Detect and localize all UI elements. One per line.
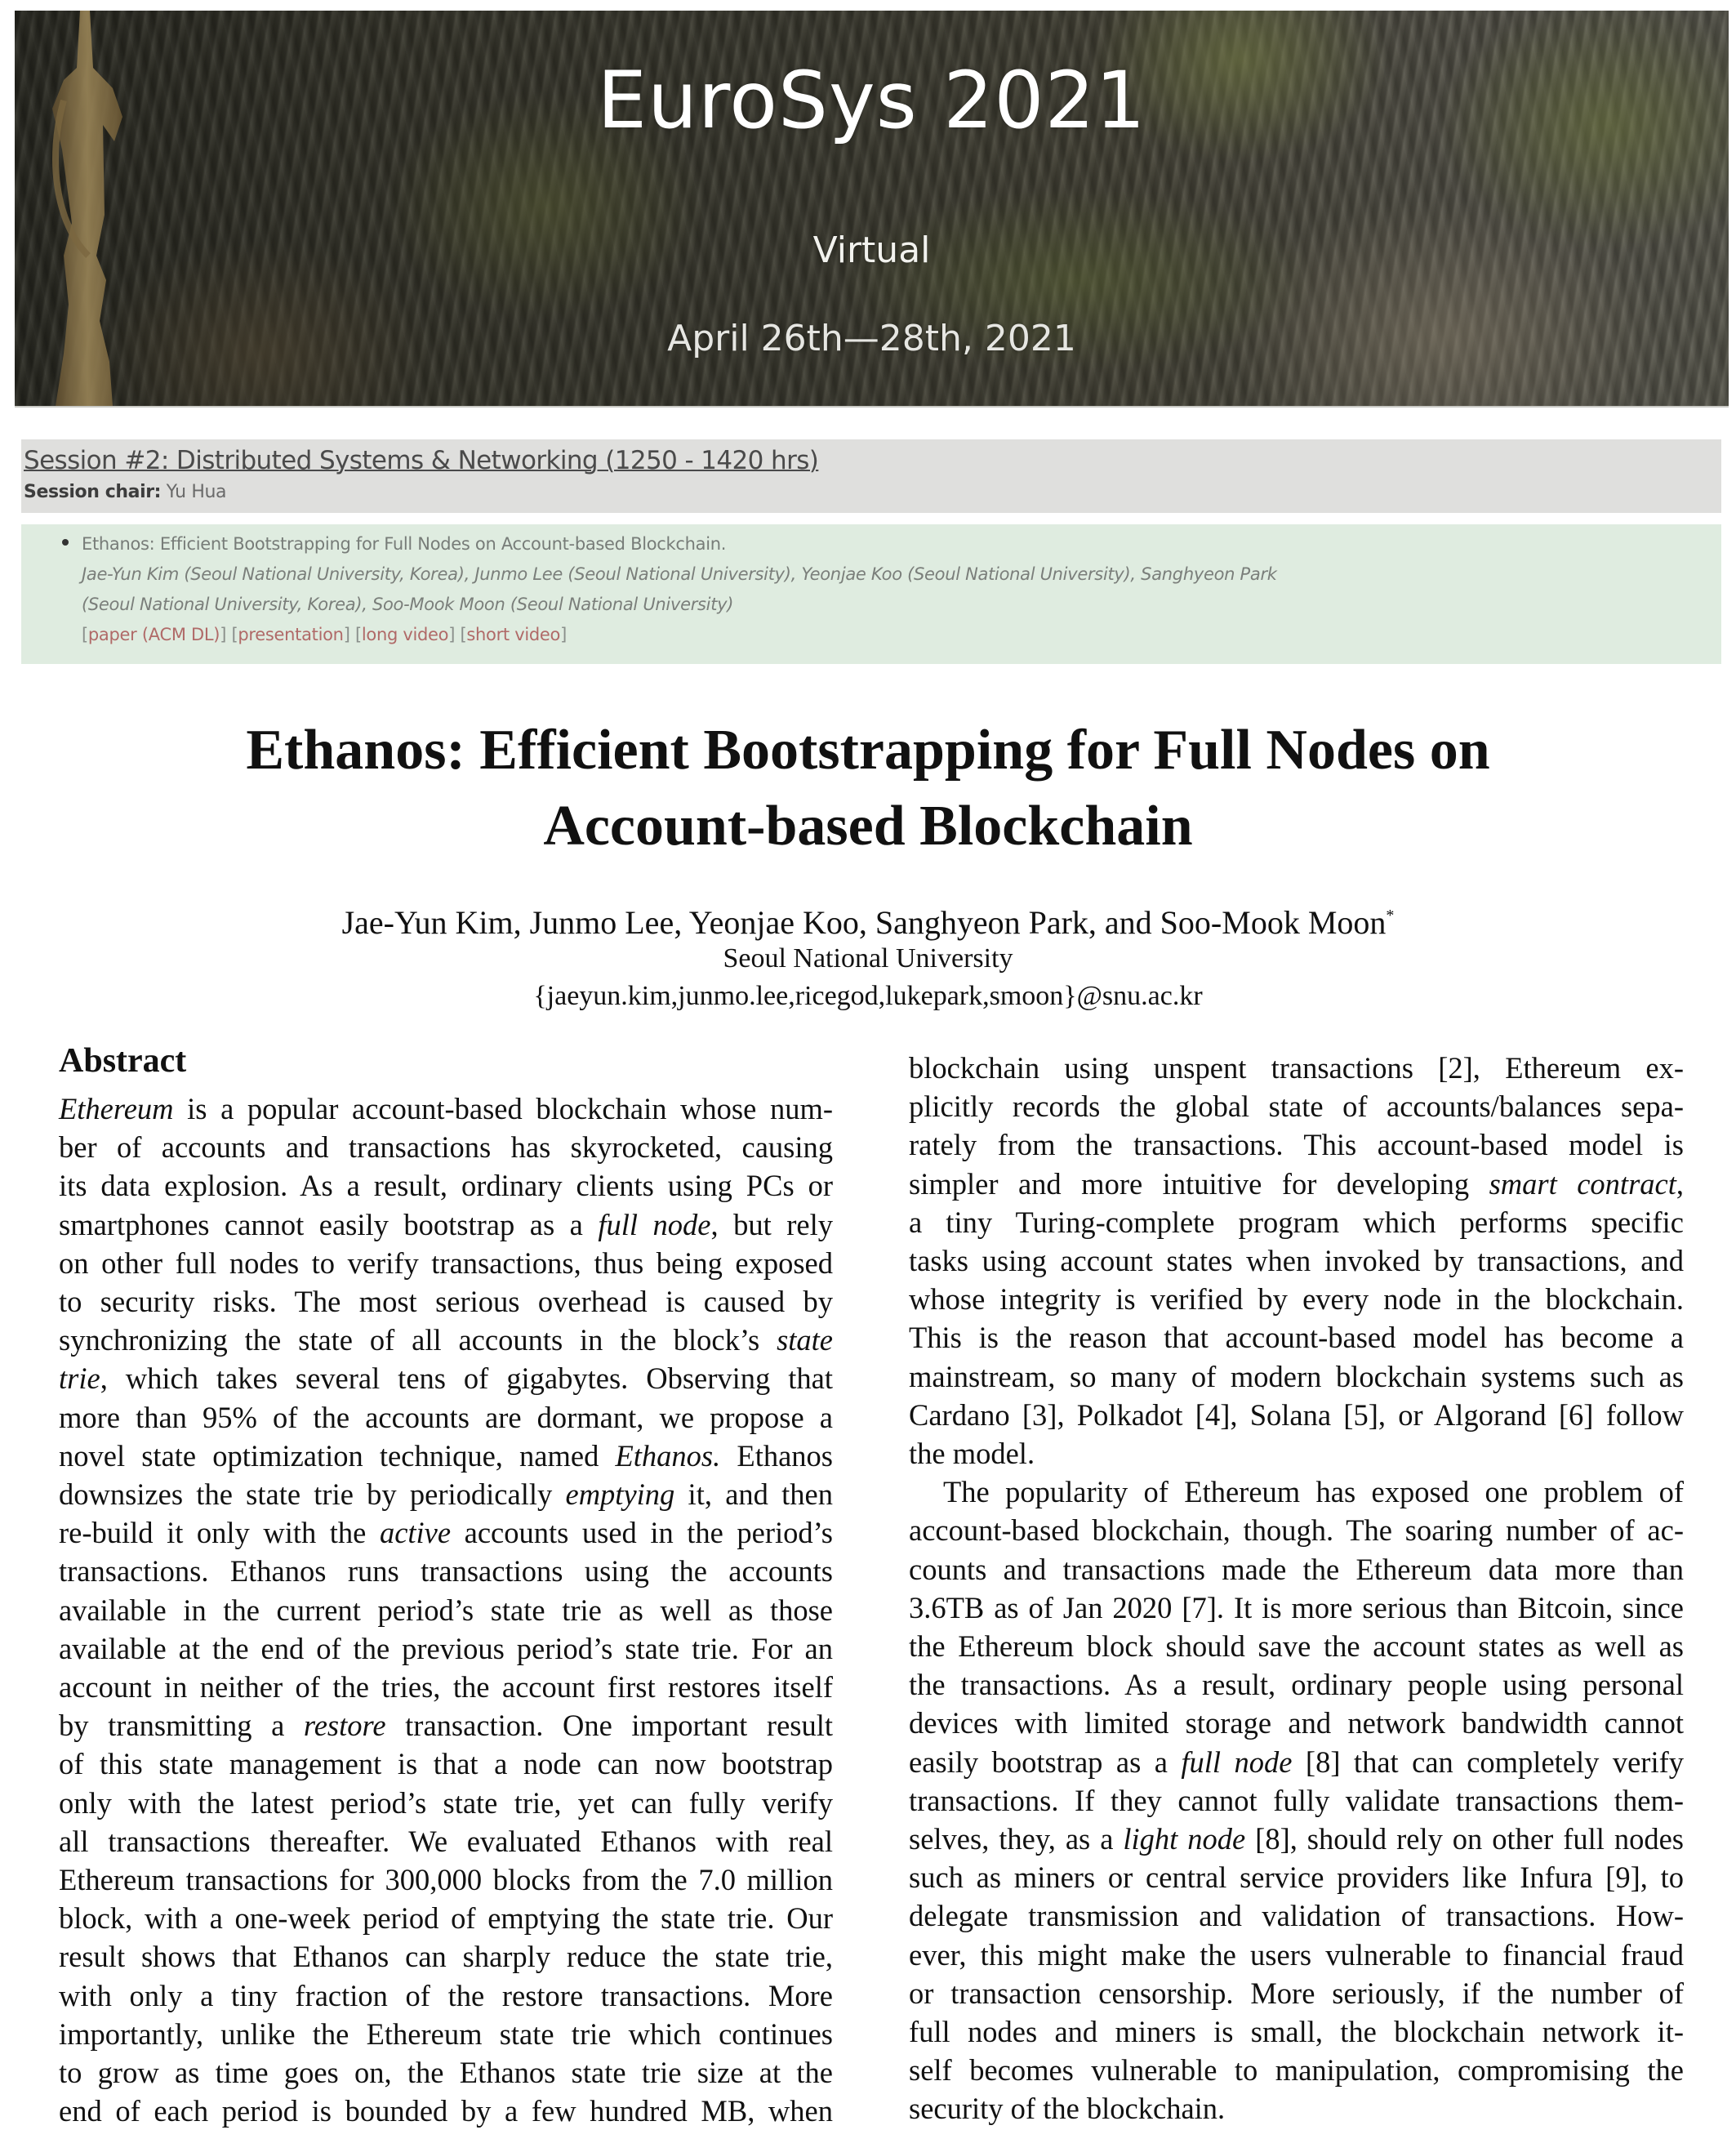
text-line: [59, 1513, 833, 1552]
introduction-text-column: [909, 1049, 1684, 2128]
paper-authors: [0, 895, 1736, 943]
text-run: account in neither of the tries, the account first restores itself: [59, 1670, 833, 1704]
text-line: [59, 1784, 833, 1822]
listing-authors-line1: Jae-Yun Kim (Seoul National University, Korea), Junmo Lee (Seoul National University), Yeonjae Koo (Seoul National University), Sanghyeon Park: [82, 564, 1277, 584]
text-line: [909, 1357, 1684, 1396]
text-line: [909, 1704, 1684, 1742]
emphasis-text: full node: [598, 1207, 711, 1241]
text-line: [59, 2053, 833, 2092]
emphasis-text: smart contract: [1489, 1166, 1676, 1201]
text-line: [59, 1668, 833, 1706]
corresponding-author-mark: *: [1386, 907, 1395, 925]
text-line: [909, 1627, 1684, 1665]
emphasis-text: emptying: [565, 1477, 675, 1512]
text-run: to grow as time goes on, the Ethanos state trie size at the: [59, 2056, 833, 2090]
text-line: [909, 1820, 1684, 1858]
text-line: [59, 1128, 833, 1166]
abstract-heading: Abstract: [59, 1042, 187, 1080]
text-run: security of the blockchain.: [909, 2092, 1226, 2126]
text-run: This is the reason that account-based model has become a: [909, 1321, 1684, 1355]
text-line: [909, 1241, 1684, 1280]
text-line: [59, 1629, 833, 1668]
text-run: 3.6TB as of Jan 2020 [7]. It is more serious than Bitcoin, since: [909, 1590, 1684, 1624]
text-line: [59, 1475, 833, 1513]
text-run: Ethanos: [720, 1438, 833, 1473]
text-line: [909, 1511, 1684, 1549]
text-run: end of each period is bounded by a few hundred MB, when: [59, 2094, 833, 2128]
text-line: [909, 1049, 1684, 1087]
text-run: counts and transactions made the Ethereum data more than: [909, 1552, 1684, 1586]
text-run: or transaction censorship. More seriously, if the number of: [909, 1976, 1684, 2010]
emphasis-text: restore: [303, 1709, 386, 1743]
text-run: result shows that Ethanos can sharply reduce the state trie,: [59, 1940, 833, 1974]
text-run: [8] that can completely verify: [1292, 1745, 1684, 1779]
text-line: [59, 2092, 833, 2130]
text-run: is a popular account-based blockchain whose num-: [173, 1092, 833, 1125]
text-run: of this state management is that a node can now bootstrap: [59, 1747, 833, 1781]
text-run: self becomes vulnerable to manipulation, compromising the: [909, 2053, 1684, 2088]
text-line: [909, 1318, 1684, 1357]
text-run: the transactions. As a result, ordinary people using personal: [909, 1668, 1684, 1702]
text-run: selves, they, as a: [909, 1822, 1124, 1856]
paper-email: {jaeyun.kim,junmo.lee,ricegod,lukepark,smoon}@snu.ac.kr: [533, 981, 1203, 1011]
text-line: [909, 1896, 1684, 1935]
text-run: by transmitting a: [59, 1709, 304, 1743]
short-video-link[interactable]: short video: [466, 625, 561, 644]
text-run: available at the end of the previous period’s state trie. For an: [59, 1631, 833, 1665]
text-run: rately from the transactions. This account-based model is: [909, 1128, 1684, 1162]
text-run: plicitly records the global state of accounts/balances sepa-: [909, 1090, 1684, 1124]
text-line: [909, 1396, 1684, 1434]
text-run: transactions. Ethanos runs transactions using the accounts: [59, 1554, 833, 1589]
text-line: [909, 2012, 1684, 2051]
text-run: [8], should rely on other full nodes: [1245, 1822, 1685, 1856]
text-run: on other full nodes to verify transactions, thus being exposed: [59, 1245, 833, 1280]
conference-format: Virtual: [812, 229, 931, 271]
paper-acm-dl-link[interactable]: paper (ACM DL): [87, 625, 220, 644]
text-run: re-build it only with the: [59, 1516, 380, 1550]
text-run: importantly, unlike the Ethereum state trie which continues: [59, 2016, 833, 2051]
emphasis-text: light node: [1123, 1822, 1246, 1856]
emphasis-text: Ethanos.: [615, 1438, 721, 1473]
text-run: full nodes and miners is small, the blockchain network it-: [909, 2015, 1684, 2049]
session-title-link[interactable]: Session #2: Distributed Systems & Networking (1250 - 1420 hrs): [24, 446, 819, 475]
long-video-link[interactable]: long video: [361, 625, 449, 644]
emphasis-text: Ethereum: [59, 1092, 174, 1125]
text-run: ever, this might make the users vulnerable to financial fraud: [909, 1937, 1684, 1972]
text-line: [59, 1552, 833, 1590]
text-run: , which takes several tens of gigabytes. Observing that: [100, 1361, 833, 1396]
text-line: [59, 1745, 833, 1783]
text-run: more than 95% of the accounts are dormant, we propose a: [59, 1400, 833, 1434]
text-line: [909, 1781, 1684, 1820]
text-run: account-based blockchain, though. The soaring number of ac-: [909, 1513, 1684, 1548]
text-run: devices with limited storage and network bandwidth cannot: [909, 1706, 1684, 1740]
text-run: block, with a one-week period of emptying the state trie. Our: [59, 1901, 833, 1936]
text-line: [59, 1090, 833, 1128]
text-run: smartphones cannot easily bootstrap as a: [59, 1207, 599, 1241]
text-line: [909, 1165, 1684, 1203]
text-line: [909, 1087, 1684, 1125]
listing-links: [paper (ACM DL)] [presentation] [long video] [short video]: [82, 625, 567, 644]
text-line: [909, 1125, 1684, 1164]
text-line: [909, 2089, 1684, 2128]
text-line: [909, 2051, 1684, 2089]
paper-title: [0, 712, 1736, 864]
presentation-link[interactable]: presentation: [238, 625, 344, 644]
text-run: a tiny Turing-complete program which performs specific: [909, 1205, 1684, 1239]
session-chair-name: Yu Hua: [161, 482, 227, 502]
conference-banner: [15, 11, 1729, 408]
text-line: [909, 1589, 1684, 1627]
text-line: [909, 1434, 1684, 1473]
text-run: available in the current period’s state trie as well as those: [59, 1593, 833, 1627]
paper-listing: [21, 524, 1721, 664]
text-run: mainstream, so many of modern blockchain systems such as: [909, 1359, 1684, 1393]
text-run: whose integrity is verified by every node in the blockchain.: [909, 1282, 1684, 1317]
text-line: [59, 1437, 833, 1475]
text-run: transaction. One important result: [385, 1709, 834, 1743]
session-header: [21, 439, 1721, 513]
conference-dates: April 26th—28th, 2021: [667, 318, 1076, 359]
text-line: [909, 1974, 1684, 2012]
text-line: [59, 1282, 833, 1321]
text-run: blockchain using unspent transactions [2], Ethereum ex-: [909, 1051, 1684, 1085]
text-run: the Ethereum block should save the account states as well as: [909, 1629, 1684, 1664]
text-run: tasks using account states when invoked by transactions, and: [909, 1244, 1684, 1278]
text-run: delegate transmission and validation of transactions. How-: [909, 1899, 1684, 1933]
session-chair: [24, 479, 1719, 506]
text-line: [59, 1860, 833, 1899]
text-run: synchronizing the state of all accounts in the block’s: [59, 1323, 777, 1357]
text-line: [909, 1280, 1684, 1318]
listing-paper-title: Ethanos: Efficient Bootstrapping for Full Nodes on Account-based Blockchain.: [82, 534, 727, 554]
text-run: novel state optimization technique, named: [59, 1438, 616, 1473]
text-line: [59, 1976, 833, 2015]
paper-title-line1: Ethanos: Efficient Bootstrapping for Full Nodes on: [246, 719, 1490, 782]
text-line: [909, 1743, 1684, 1781]
text-run: it, and then: [674, 1477, 833, 1512]
text-run: easily bootstrap as a: [909, 1745, 1182, 1779]
text-run: its data explosion. As a result, ordinary clients using PCs or: [59, 1169, 833, 1203]
text-line: [59, 1937, 833, 1976]
text-line: [59, 1321, 833, 1359]
text-line: [59, 1244, 833, 1282]
emphasis-text: trie: [59, 1361, 100, 1396]
text-run: with only a tiny fraction of the restore transactions. More: [59, 1978, 833, 2012]
text-line: [59, 1706, 833, 1745]
emphasis-text: active: [379, 1516, 452, 1550]
text-line: [59, 1205, 833, 1244]
conference-title: EuroSys 2021: [597, 55, 1146, 146]
text-run: ber of accounts and transactions has skyrocketed, causing: [59, 1130, 833, 1165]
text-line: [59, 1591, 833, 1629]
paper-author-list: Jae-Yun Kim, Junmo Lee, Yeonjae Koo, Sanghyeon Park, and Soo-Mook Moon: [341, 904, 1387, 941]
text-run: The popularity of Ethereum has exposed one problem of: [943, 1475, 1684, 1509]
emphasis-text: state: [777, 1323, 833, 1357]
text-line: [909, 1550, 1684, 1589]
text-line: [909, 1858, 1684, 1896]
emphasis-text: full node: [1181, 1745, 1293, 1779]
text-run: Cardano [3], Polkadot [4], Solana [5], or Algorand [6] follow: [909, 1397, 1684, 1432]
text-run: such as miners or central service providers like Infura [9], to: [909, 1860, 1684, 1895]
text-run: ,: [1676, 1166, 1684, 1201]
text-run: accounts used in the period’s: [451, 1516, 833, 1550]
text-run: all transactions thereafter. We evaluated Ethanos with real: [59, 1824, 833, 1858]
text-run: Ethereum transactions for 300,000 blocks from the 7.0 million: [59, 1863, 833, 1897]
text-run: , but rely: [710, 1207, 834, 1241]
text-run: the model.: [909, 1437, 1035, 1471]
text-line: [909, 1203, 1684, 1241]
text-run: transactions. If they cannot fully validate transactions them-: [909, 1783, 1684, 1817]
paper-affiliation: Seoul National University: [723, 943, 1013, 974]
text-run: only with the latest period’s state trie, yet can fully verify: [59, 1785, 833, 1820]
abstract-text-column: [59, 1090, 833, 2130]
bullet-icon: [62, 539, 69, 546]
text-line: [59, 1899, 833, 1937]
text-run: to security risks. The most serious overhead is caused by: [59, 1285, 833, 1319]
text-line: [909, 1936, 1684, 1974]
text-line: [59, 1359, 833, 1397]
text-run: downsizes the state trie by periodically: [59, 1477, 566, 1512]
paper-title-line2: Account-based Blockchain: [543, 795, 1193, 858]
text-line: [59, 1822, 833, 1860]
listing-authors-line2: (Seoul National University, Korea), Soo-Mook Moon (Seoul National University): [82, 595, 734, 614]
text-line: [909, 1473, 1684, 1511]
text-line: [59, 1398, 833, 1437]
text-line: [59, 1166, 833, 1205]
session-chair-label: Session chair:: [24, 482, 162, 502]
text-run: simpler and more intuitive for developing: [909, 1166, 1489, 1201]
text-line: [909, 1665, 1684, 1704]
text-line: [59, 2015, 833, 2053]
